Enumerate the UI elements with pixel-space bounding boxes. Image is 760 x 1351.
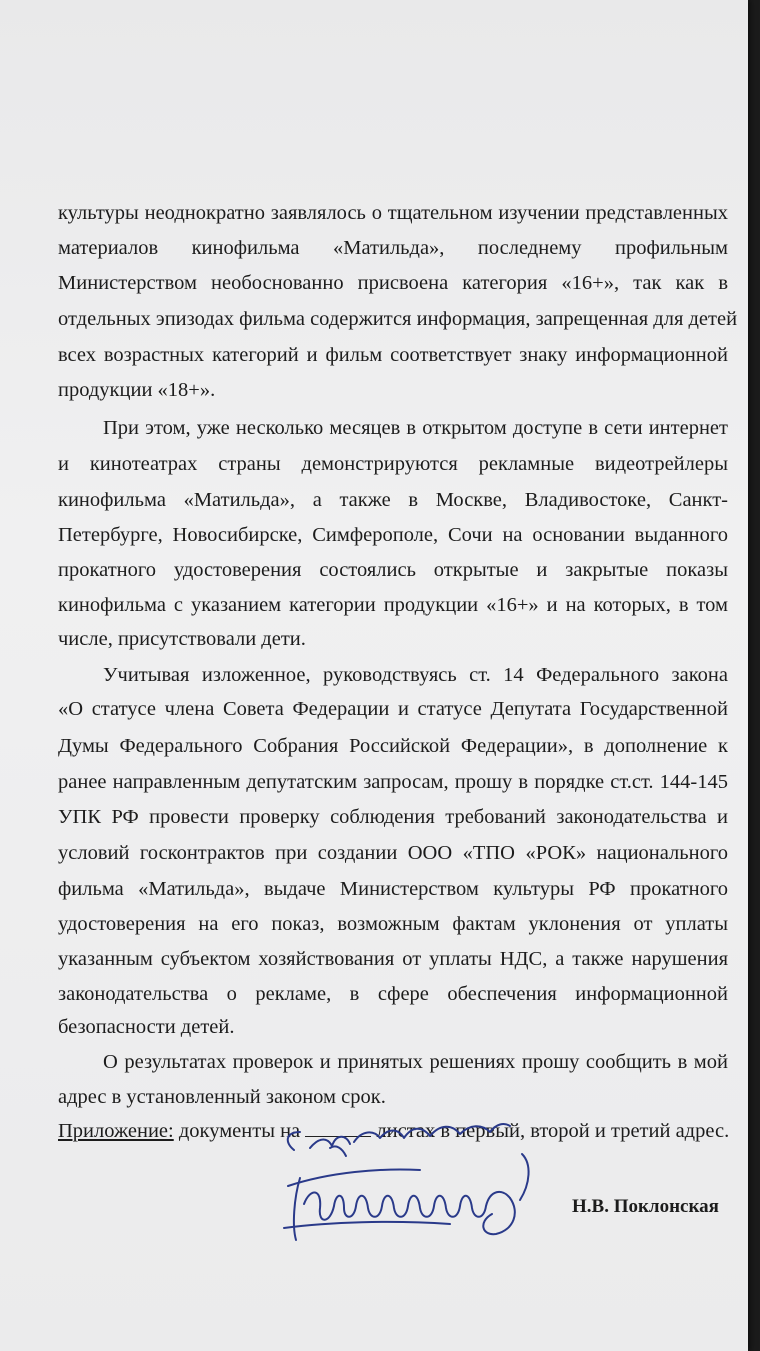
text-line: УПК РФ провести проверку соблюдения требований законодательства и [58,806,728,828]
text-line: условий госконтрактов при создании ООО «ТПО «РОК» национального [58,842,728,864]
text-line: О результатах проверок и принятых решениях прошу сообщить в мой [103,1051,728,1073]
text-line: безопасности детей. [58,1016,235,1038]
attachment-text-before: документы на [173,1120,306,1142]
attachment-text-after: листах в первый, второй и третий адрес. [371,1120,730,1142]
text-line: продукции «18+». [58,379,216,401]
text-line: ранее направленным депутатским запросам, прошу в порядке ст.ст. 144-145 [58,771,728,793]
attachment-label: Приложение: [58,1120,174,1142]
text-line: Министерством необоснованно присвоена категория «16+», так как в [58,272,728,294]
text-line: Учитывая изложенное, руководствуясь ст. 14 Федерального закона [103,664,728,686]
text-line: культуры неоднократно заявлялось о тщательном изучении представленных [58,202,728,224]
signatory-name: Н.В. Поклонская [572,1196,719,1217]
handwritten-signature [270,1108,560,1248]
text-line: кинофильма «Матильда», а также в Москве, Владивостоке, Санкт- [58,489,728,511]
text-line: и кинотеатрах страны демонстрируются рекламные видеотрейлеры [58,453,728,475]
text-line: Думы Федерального Собрания Российской Федерации», в дополнение к [58,735,728,757]
text-line: всех возрастных категорий и фильм соответствует знаку информационной [58,344,728,366]
text-line: законодательства о рекламе, в сфере обеспечения информационной [58,983,728,1005]
text-line: «О статусе члена Совета Федерации и статусе Депутата Государственной [58,698,728,720]
text-line: числе, присутствовали дети. [58,628,306,650]
text-line: кинофильма с указанием категории продукции «16+» и на которых, в том [58,594,728,616]
text-line: фильма «Матильда», выдаче Министерством культуры РФ прокатного [58,878,728,900]
text-line: удостоверения на его показ, возможным фактам уклонения от уплаты [58,913,728,935]
text-line: материалов кинофильма «Матильда», последнему профильным [58,237,728,259]
text-line: прокатного удостоверения состоялись открытые и закрытые показы [58,559,728,581]
text-line: отдельных эпизодах фильма содержится информация, запрещенная для детей [58,308,738,330]
text-line: При этом, уже несколько месяцев в открытом доступе в сети интернет [103,417,728,439]
text-line: указанным субъектом хозяйствования от уплаты НДС, а также нарушения [58,948,728,970]
text-line: Петербурге, Новосибирске, Симферополе, Сочи на основании выданного [58,524,728,546]
text-line: адрес в установленный законом срок. [58,1086,386,1108]
